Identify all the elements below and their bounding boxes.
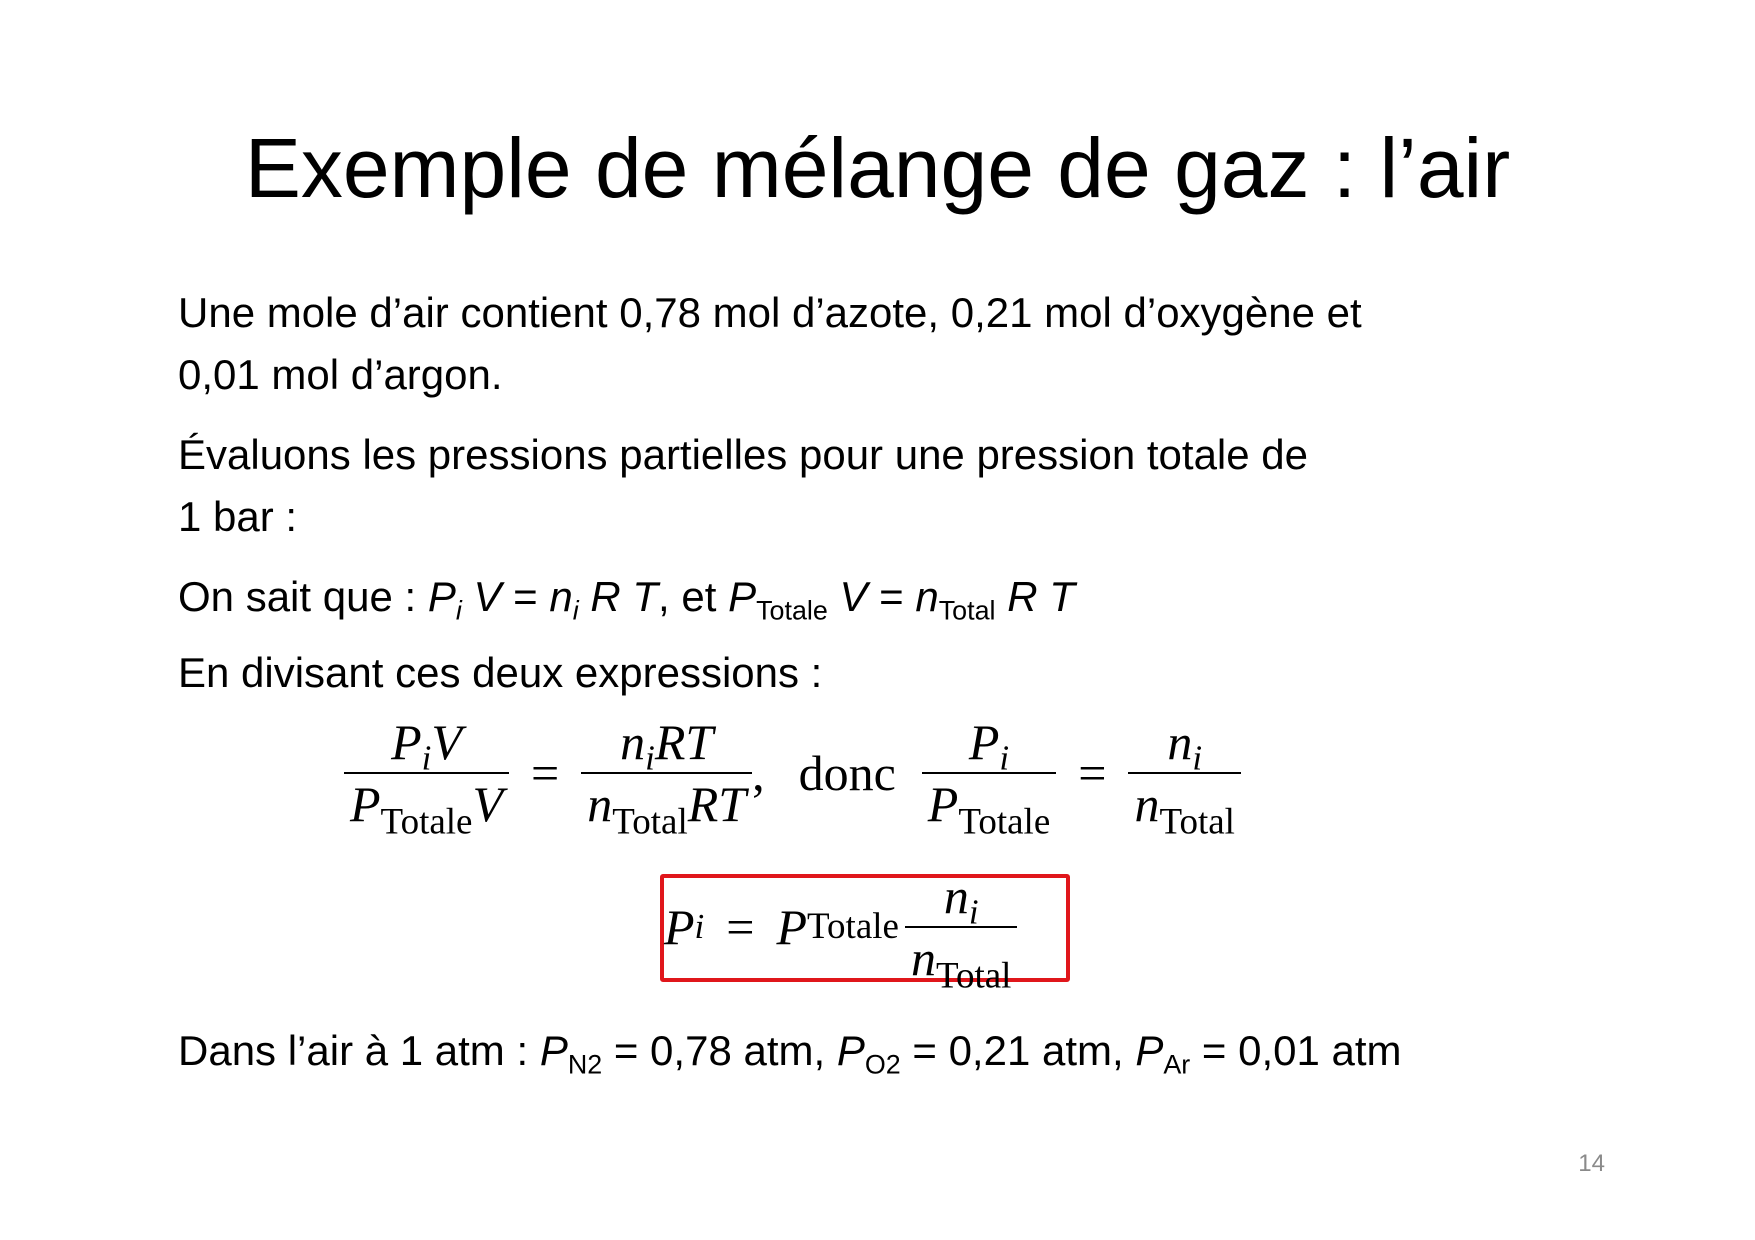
symbol-moles: n (915, 573, 939, 620)
fraction-denominator: $n_{Total}RT$ (587, 776, 747, 843)
equals-sign: = (1078, 745, 1107, 801)
symbol-pressure: P (1135, 1027, 1164, 1074)
symbol-pressure: P (539, 1027, 568, 1074)
text-line: Une mole d’air contient 0,78 mol d’azote, 0,21 mol d’oxygène et (178, 289, 1362, 336)
symbol-pressure: P (664, 899, 695, 955)
value-ar: = 0,01 atm (1190, 1027, 1402, 1074)
comma: , (752, 745, 765, 801)
subscript-i: i (455, 595, 462, 626)
value-o2: = 0,21 atm, (900, 1027, 1136, 1074)
symbol-rt: R T (995, 573, 1075, 620)
fraction-nirt (581, 712, 752, 843)
fraction-ni-ntotal (905, 866, 1018, 997)
fraction-denominator: $P_{Totale}V$ (350, 776, 504, 843)
text-prefix: On sait que : (178, 573, 428, 620)
fraction-denominator: $n_{Total}$ (910, 930, 1012, 997)
paragraph-air-composition (178, 282, 1598, 406)
fraction-denominator: $n_{Total}$ (1134, 776, 1235, 843)
symbol-volume: V (461, 573, 502, 620)
page-number: 14 (1578, 1150, 1605, 1177)
text-line: Évaluons les pressions partielles pour une pression totale de (178, 431, 1309, 478)
fraction-numerator: $n_iRT$ (620, 714, 714, 778)
fraction-pi-ptotale (922, 712, 1056, 843)
symbol-volume: V (827, 573, 868, 620)
word-donc: donc (798, 745, 896, 801)
subscript-ar: Ar (1163, 1049, 1191, 1080)
subscript-total: Total (938, 595, 996, 626)
subscript-i: i (572, 595, 579, 626)
paragraph-air-values (178, 1020, 1598, 1082)
fraction-denominator: $P_{Totale}$ (927, 776, 1051, 843)
fraction-numerator: $P_iV$ (391, 714, 462, 778)
fraction-ni-ntotal (1128, 712, 1241, 843)
paragraph-ideal-gas-law (178, 566, 1598, 628)
symbol-pressure: P (728, 573, 757, 620)
slide-title: Exemple de mélange de gaz : l’air (244, 121, 1511, 215)
fraction-numerator: $n_i$ (1167, 714, 1203, 778)
symbol-moles: n (549, 573, 573, 620)
paragraph-dividing: En divisant ces deux expressions : (178, 649, 823, 696)
symbol-rt: R T (578, 573, 659, 620)
equation-partial-pressure: P i = P Totale $\frac{n_i}{n_{Total}}$ (660, 858, 1017, 996)
symbol-pressure: P (776, 899, 808, 955)
text-line: 1 bar : (178, 493, 298, 540)
fraction-piv (344, 712, 509, 843)
equals-sign: = (726, 899, 755, 955)
equals-sign: = (867, 573, 916, 620)
subscript-n2: N2 (567, 1049, 603, 1080)
fraction-numerator: $P_i$ (968, 714, 1010, 778)
text-prefix: Dans l’air à 1 atm : (178, 1027, 540, 1074)
text-connector: , et (658, 573, 729, 620)
fraction-numerator: $n_i$ (943, 868, 979, 932)
value-n2: = 0,78 atm, (602, 1027, 837, 1074)
text-line: 0,01 mol d’argon. (178, 351, 503, 398)
paragraph-partial-pressures (178, 424, 1598, 548)
subscript-totale: Totale (756, 595, 828, 626)
equals-sign: = (501, 573, 550, 620)
equation-division (344, 708, 1241, 843)
symbol-pressure: P (427, 573, 456, 620)
subscript-o2: O2 (864, 1049, 901, 1080)
equals-sign: = (531, 745, 560, 801)
symbol-pressure: P (836, 1027, 865, 1074)
